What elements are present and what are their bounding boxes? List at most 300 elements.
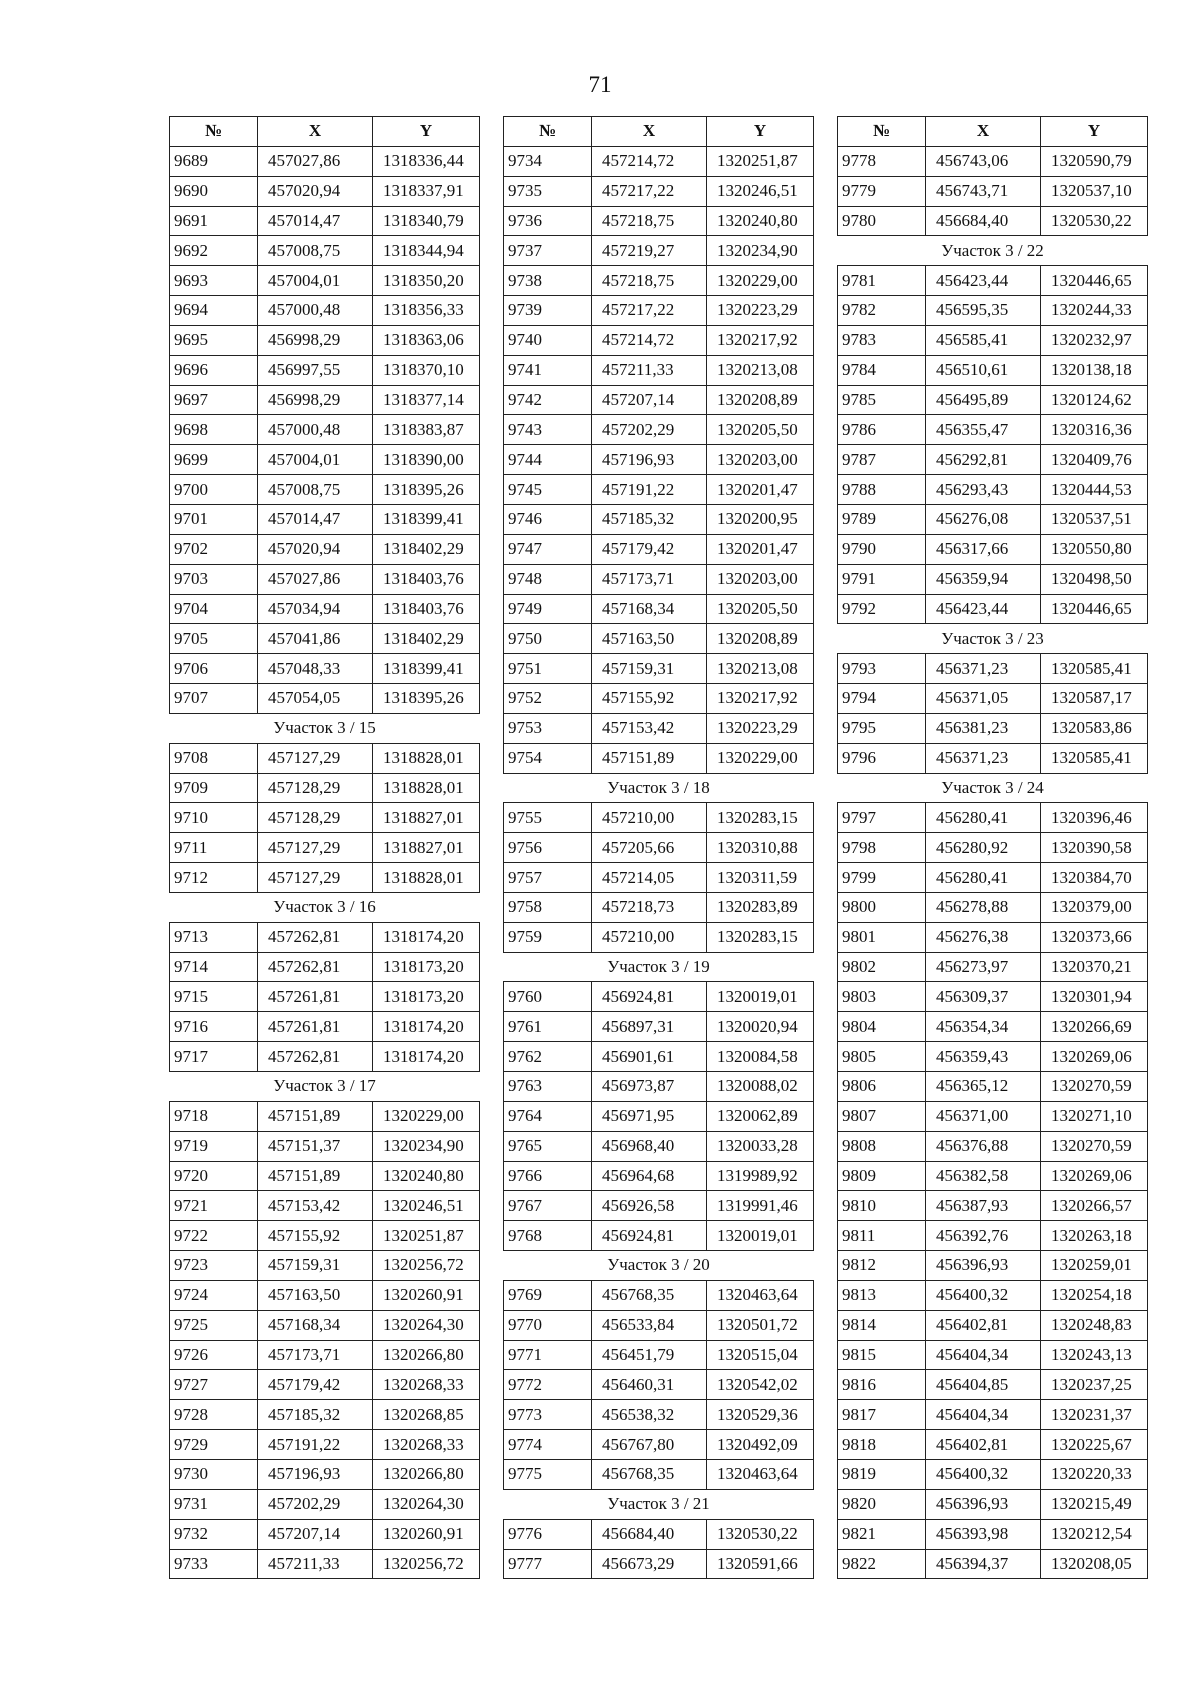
- table-row: [170, 534, 480, 564]
- section-header-row: [504, 1251, 814, 1281]
- y-coordinate: 1320585,41: [1041, 743, 1148, 773]
- y-coordinate: 1320264,30: [373, 1310, 480, 1340]
- y-coordinate: 1320283,89: [707, 892, 814, 922]
- y-coordinate: 1318399,41: [373, 654, 480, 684]
- y-coordinate: 1320501,72: [707, 1310, 814, 1340]
- table-row: [504, 1519, 814, 1549]
- x-coordinate: 457207,14: [258, 1519, 373, 1549]
- y-coordinate: 1320266,80: [373, 1340, 480, 1370]
- table-row: [170, 415, 480, 445]
- section-title: Участок 3 / 17: [170, 1072, 480, 1102]
- table-row: [170, 266, 480, 296]
- table-row: [838, 833, 1148, 863]
- x-coordinate: 456998,29: [258, 325, 373, 355]
- point-number: 9786: [838, 415, 926, 445]
- table-row: [504, 654, 814, 684]
- x-coordinate: 457217,22: [592, 296, 707, 326]
- table-row: [838, 654, 1148, 684]
- point-number: 9793: [838, 654, 926, 684]
- table-row: [838, 1519, 1148, 1549]
- table-row: [170, 1161, 480, 1191]
- x-coordinate: 456309,37: [926, 982, 1041, 1012]
- point-number: 9718: [170, 1101, 258, 1131]
- x-coordinate: 457214,72: [592, 146, 707, 176]
- table-row: [170, 684, 480, 714]
- section-header-row: [504, 952, 814, 982]
- y-coordinate: 1320260,91: [373, 1280, 480, 1310]
- table-row: [838, 1101, 1148, 1131]
- x-coordinate: 457155,92: [592, 684, 707, 714]
- x-coordinate: 457185,32: [258, 1400, 373, 1430]
- table-row: [838, 1131, 1148, 1161]
- y-coordinate: 1320020,94: [707, 1012, 814, 1042]
- point-number: 9770: [504, 1310, 592, 1340]
- point-number: 9748: [504, 564, 592, 594]
- table-header-row: [170, 117, 480, 147]
- point-number: 9778: [838, 146, 926, 176]
- x-coordinate: 456392,76: [926, 1221, 1041, 1251]
- table-row: [838, 1459, 1148, 1489]
- point-number: 9819: [838, 1459, 926, 1489]
- section-title: Участок 3 / 23: [838, 624, 1148, 654]
- y-coordinate: 1320033,28: [707, 1131, 814, 1161]
- page-number: 71: [588, 72, 612, 97]
- y-coordinate: 1320266,80: [373, 1459, 480, 1489]
- table-row: [170, 1340, 480, 1370]
- point-number: 9710: [170, 803, 258, 833]
- y-coordinate: 1320213,08: [707, 654, 814, 684]
- y-coordinate: 1320585,41: [1041, 654, 1148, 684]
- point-number: 9724: [170, 1280, 258, 1310]
- x-coordinate: 456276,08: [926, 504, 1041, 534]
- point-number: 9779: [838, 176, 926, 206]
- y-coordinate: 1318370,10: [373, 355, 480, 385]
- x-coordinate: 457261,81: [258, 982, 373, 1012]
- x-coordinate: 456684,40: [926, 206, 1041, 236]
- point-number: 9730: [170, 1459, 258, 1489]
- y-coordinate: 1318827,01: [373, 833, 480, 863]
- table-row: [504, 1459, 814, 1489]
- y-coordinate: 1318340,79: [373, 206, 480, 236]
- point-number: 9782: [838, 296, 926, 326]
- x-coordinate: 456767,80: [592, 1430, 707, 1460]
- y-coordinate: 1320271,10: [1041, 1101, 1148, 1131]
- point-number: 9746: [504, 504, 592, 534]
- table-row: [504, 1191, 814, 1221]
- y-coordinate: 1320446,65: [1041, 266, 1148, 296]
- point-number: 9809: [838, 1161, 926, 1191]
- x-coordinate: 456901,61: [592, 1042, 707, 1072]
- y-coordinate: 1318173,20: [373, 982, 480, 1012]
- table-row: [170, 1310, 480, 1340]
- point-number: 9734: [504, 146, 592, 176]
- table-row: [504, 1430, 814, 1460]
- x-coordinate: 456387,93: [926, 1191, 1041, 1221]
- y-coordinate: 1318383,87: [373, 415, 480, 445]
- x-coordinate: 456768,35: [592, 1459, 707, 1489]
- point-number: 9789: [838, 504, 926, 534]
- y-coordinate: 1318828,01: [373, 863, 480, 893]
- x-coordinate: 457008,75: [258, 475, 373, 505]
- table-row: [838, 415, 1148, 445]
- point-number: 9696: [170, 355, 258, 385]
- section-header-row: [170, 892, 480, 922]
- y-coordinate: 1318402,29: [373, 534, 480, 564]
- table-row: [504, 415, 814, 445]
- y-coordinate: 1320203,00: [707, 445, 814, 475]
- table-row: [170, 833, 480, 863]
- point-number: 9701: [170, 504, 258, 534]
- y-coordinate: 1320283,15: [707, 803, 814, 833]
- x-coordinate: 457207,14: [592, 385, 707, 415]
- x-coordinate: 456276,38: [926, 922, 1041, 952]
- point-number: 9781: [838, 266, 926, 296]
- x-coordinate: 456998,29: [258, 385, 373, 415]
- x-coordinate: 457128,29: [258, 773, 373, 803]
- table-row: [170, 1280, 480, 1310]
- point-number: 9738: [504, 266, 592, 296]
- table-row: [170, 564, 480, 594]
- section-header-row: [504, 773, 814, 803]
- table-row: [170, 1131, 480, 1161]
- y-coordinate: 1320088,02: [707, 1072, 814, 1102]
- table-row: [504, 206, 814, 236]
- y-coordinate: 1318174,20: [373, 1042, 480, 1072]
- y-coordinate: 1320542,02: [707, 1370, 814, 1400]
- x-coordinate: 456371,23: [926, 743, 1041, 773]
- y-coordinate: 1320217,92: [707, 325, 814, 355]
- x-coordinate: 457185,32: [592, 504, 707, 534]
- table-row: [838, 922, 1148, 952]
- table-row: [170, 922, 480, 952]
- table-row: [170, 296, 480, 326]
- table-row: [170, 176, 480, 206]
- x-coordinate: 457163,50: [258, 1280, 373, 1310]
- point-number: 9711: [170, 833, 258, 863]
- x-coordinate: 456280,41: [926, 863, 1041, 893]
- table-row: [504, 624, 814, 654]
- table-row: [170, 743, 480, 773]
- table-row: [838, 892, 1148, 922]
- y-coordinate: 1320316,36: [1041, 415, 1148, 445]
- x-coordinate: 456404,34: [926, 1400, 1041, 1430]
- point-number: 9761: [504, 1012, 592, 1042]
- point-number: 9775: [504, 1459, 592, 1489]
- y-coordinate: 1318356,33: [373, 296, 480, 326]
- y-coordinate: 1320370,21: [1041, 952, 1148, 982]
- x-coordinate: 457020,94: [258, 534, 373, 564]
- table-row: [170, 952, 480, 982]
- y-coordinate: 1320223,29: [707, 713, 814, 743]
- x-coordinate: 457211,33: [258, 1549, 373, 1579]
- x-coordinate: 457262,81: [258, 952, 373, 982]
- point-number: 9725: [170, 1310, 258, 1340]
- table-row: [170, 325, 480, 355]
- x-coordinate: 456673,29: [592, 1549, 707, 1579]
- x-coordinate: 457202,29: [592, 415, 707, 445]
- x-coordinate: 457151,89: [592, 743, 707, 773]
- y-coordinate: 1320208,89: [707, 385, 814, 415]
- point-number: 9739: [504, 296, 592, 326]
- point-number: 9691: [170, 206, 258, 236]
- x-coordinate: 457153,42: [258, 1191, 373, 1221]
- x-coordinate: 457128,29: [258, 803, 373, 833]
- table-row: [504, 445, 814, 475]
- point-number: 9690: [170, 176, 258, 206]
- table-row: [170, 385, 480, 415]
- x-coordinate: 456404,34: [926, 1340, 1041, 1370]
- point-number: 9722: [170, 1221, 258, 1251]
- section-title: Участок 3 / 16: [170, 892, 480, 922]
- point-number: 9814: [838, 1310, 926, 1340]
- point-number: 9787: [838, 445, 926, 475]
- y-coordinate: 1318403,76: [373, 564, 480, 594]
- point-number: 9736: [504, 206, 592, 236]
- point-number: 9780: [838, 206, 926, 236]
- point-number: 9742: [504, 385, 592, 415]
- point-number: 9805: [838, 1042, 926, 1072]
- y-coordinate: 1320240,80: [707, 206, 814, 236]
- y-coordinate: 1320283,15: [707, 922, 814, 952]
- point-number: 9732: [170, 1519, 258, 1549]
- point-number: 9795: [838, 713, 926, 743]
- y-coordinate: 1320270,59: [1041, 1072, 1148, 1102]
- table-row: [504, 684, 814, 714]
- header-num: №: [838, 117, 926, 147]
- table-row: [504, 982, 814, 1012]
- header-x: X: [926, 117, 1041, 147]
- table-row: [838, 266, 1148, 296]
- y-coordinate: 1320463,64: [707, 1459, 814, 1489]
- point-number: 9762: [504, 1042, 592, 1072]
- x-coordinate: 456371,23: [926, 654, 1041, 684]
- point-number: 9705: [170, 624, 258, 654]
- point-number: 9790: [838, 534, 926, 564]
- point-number: 9760: [504, 982, 592, 1012]
- y-coordinate: 1320492,09: [707, 1430, 814, 1460]
- x-coordinate: 456292,81: [926, 445, 1041, 475]
- x-coordinate: 456317,66: [926, 534, 1041, 564]
- table-row: [838, 176, 1148, 206]
- x-coordinate: 457205,66: [592, 833, 707, 863]
- point-number: 9704: [170, 594, 258, 624]
- x-coordinate: 457168,34: [592, 594, 707, 624]
- y-coordinate: 1320223,29: [707, 296, 814, 326]
- table-row: [170, 803, 480, 833]
- y-coordinate: 1320240,80: [373, 1161, 480, 1191]
- x-coordinate: 457159,31: [592, 654, 707, 684]
- point-number: 9774: [504, 1430, 592, 1460]
- table-row: [504, 1012, 814, 1042]
- table-row: [838, 713, 1148, 743]
- table-row: [504, 1072, 814, 1102]
- y-coordinate: 1320583,86: [1041, 713, 1148, 743]
- table-row: [170, 594, 480, 624]
- y-coordinate: 1320270,59: [1041, 1131, 1148, 1161]
- x-coordinate: 457173,71: [258, 1340, 373, 1370]
- table-row: [838, 1191, 1148, 1221]
- table-row: [838, 534, 1148, 564]
- y-coordinate: 1320234,90: [707, 236, 814, 266]
- table-row: [170, 1221, 480, 1251]
- table-row: [170, 445, 480, 475]
- point-number: 9717: [170, 1042, 258, 1072]
- y-coordinate: 1320246,51: [373, 1191, 480, 1221]
- x-coordinate: 456394,37: [926, 1549, 1041, 1579]
- point-number: 9728: [170, 1400, 258, 1430]
- x-coordinate: 457218,75: [592, 206, 707, 236]
- point-number: 9754: [504, 743, 592, 773]
- point-number: 9697: [170, 385, 258, 415]
- coordinate-table-3: [837, 116, 1148, 1579]
- y-coordinate: 1320234,90: [373, 1131, 480, 1161]
- y-coordinate: 1320260,91: [373, 1519, 480, 1549]
- x-coordinate: 457210,00: [592, 803, 707, 833]
- x-coordinate: 457191,22: [258, 1430, 373, 1460]
- point-number: 9752: [504, 684, 592, 714]
- table-row: [838, 1251, 1148, 1281]
- y-coordinate: 1320019,01: [707, 982, 814, 1012]
- y-coordinate: 1320084,58: [707, 1042, 814, 1072]
- point-number: 9783: [838, 325, 926, 355]
- point-number: 9758: [504, 892, 592, 922]
- x-coordinate: 457218,75: [592, 266, 707, 296]
- x-coordinate: 456533,84: [592, 1310, 707, 1340]
- table-row: [838, 1370, 1148, 1400]
- y-coordinate: 1320225,67: [1041, 1430, 1148, 1460]
- point-number: 9699: [170, 445, 258, 475]
- y-coordinate: 1320208,89: [707, 624, 814, 654]
- x-coordinate: 457217,22: [592, 176, 707, 206]
- x-coordinate: 456280,41: [926, 803, 1041, 833]
- table-row: [170, 1519, 480, 1549]
- x-coordinate: 456926,58: [592, 1191, 707, 1221]
- table-row: [504, 833, 814, 863]
- x-coordinate: 456382,58: [926, 1161, 1041, 1191]
- point-number: 9695: [170, 325, 258, 355]
- table-row: [504, 1131, 814, 1161]
- table-row: [838, 863, 1148, 893]
- section-header-row: [838, 624, 1148, 654]
- x-coordinate: 457000,48: [258, 296, 373, 326]
- x-coordinate: 456924,81: [592, 1221, 707, 1251]
- point-number: 9753: [504, 713, 592, 743]
- y-coordinate: 1320446,65: [1041, 594, 1148, 624]
- table-row: [504, 922, 814, 952]
- x-coordinate: 456968,40: [592, 1131, 707, 1161]
- x-coordinate: 457153,42: [592, 713, 707, 743]
- x-coordinate: 456273,97: [926, 952, 1041, 982]
- x-coordinate: 457127,29: [258, 833, 373, 863]
- point-number: 9798: [838, 833, 926, 863]
- x-coordinate: 457262,81: [258, 1042, 373, 1072]
- point-number: 9727: [170, 1370, 258, 1400]
- y-coordinate: 1320237,25: [1041, 1370, 1148, 1400]
- point-number: 9708: [170, 743, 258, 773]
- x-coordinate: 456538,32: [592, 1400, 707, 1430]
- point-number: 9707: [170, 684, 258, 714]
- x-coordinate: 457014,47: [258, 206, 373, 236]
- point-number: 9740: [504, 325, 592, 355]
- x-coordinate: 456585,41: [926, 325, 1041, 355]
- point-number: 9815: [838, 1340, 926, 1370]
- table-row: [170, 1042, 480, 1072]
- point-number: 9745: [504, 475, 592, 505]
- x-coordinate: 457179,42: [258, 1370, 373, 1400]
- table-row: [838, 1072, 1148, 1102]
- table-row: [504, 534, 814, 564]
- point-number: 9792: [838, 594, 926, 624]
- section-title: Участок 3 / 21: [504, 1489, 814, 1519]
- point-number: 9729: [170, 1430, 258, 1460]
- y-coordinate: 1320463,64: [707, 1280, 814, 1310]
- table-row: [838, 803, 1148, 833]
- point-number: 9800: [838, 892, 926, 922]
- point-number: 9726: [170, 1340, 258, 1370]
- x-coordinate: 456768,35: [592, 1280, 707, 1310]
- section-title: Участок 3 / 19: [504, 952, 814, 982]
- x-coordinate: 456280,92: [926, 833, 1041, 863]
- point-number: 9794: [838, 684, 926, 714]
- point-number: 9744: [504, 445, 592, 475]
- x-coordinate: 456359,94: [926, 564, 1041, 594]
- y-coordinate: 1320268,85: [373, 1400, 480, 1430]
- table-row: [504, 504, 814, 534]
- x-coordinate: 456495,89: [926, 385, 1041, 415]
- table-row: [504, 146, 814, 176]
- table-row: [504, 236, 814, 266]
- x-coordinate: 457214,05: [592, 863, 707, 893]
- point-number: 9806: [838, 1072, 926, 1102]
- x-coordinate: 456393,98: [926, 1519, 1041, 1549]
- point-number: 9712: [170, 863, 258, 893]
- point-number: 9743: [504, 415, 592, 445]
- point-number: 9813: [838, 1280, 926, 1310]
- table-row: [170, 1251, 480, 1281]
- y-coordinate: 1318395,26: [373, 684, 480, 714]
- y-coordinate: 1318827,01: [373, 803, 480, 833]
- y-coordinate: 1320208,05: [1041, 1549, 1148, 1579]
- point-number: 9731: [170, 1489, 258, 1519]
- point-number: 9803: [838, 982, 926, 1012]
- y-coordinate: 1320310,88: [707, 833, 814, 863]
- y-coordinate: 1320268,33: [373, 1370, 480, 1400]
- point-number: 9822: [838, 1549, 926, 1579]
- point-number: 9788: [838, 475, 926, 505]
- point-number: 9816: [838, 1370, 926, 1400]
- y-coordinate: 1320498,50: [1041, 564, 1148, 594]
- y-coordinate: 1320530,22: [707, 1519, 814, 1549]
- y-coordinate: 1320396,46: [1041, 803, 1148, 833]
- y-coordinate: 1320537,51: [1041, 504, 1148, 534]
- x-coordinate: 457214,72: [592, 325, 707, 355]
- table-row: [504, 564, 814, 594]
- y-coordinate: 1320384,70: [1041, 863, 1148, 893]
- point-number: 9804: [838, 1012, 926, 1042]
- y-coordinate: 1320301,94: [1041, 982, 1148, 1012]
- table-row: [504, 1101, 814, 1131]
- y-coordinate: 1320591,66: [707, 1549, 814, 1579]
- y-coordinate: 1320256,72: [373, 1549, 480, 1579]
- point-number: 9777: [504, 1549, 592, 1579]
- x-coordinate: 457202,29: [258, 1489, 373, 1519]
- header-x: X: [258, 117, 373, 147]
- point-number: 9811: [838, 1221, 926, 1251]
- table-row: [170, 1370, 480, 1400]
- y-coordinate: 1320537,10: [1041, 176, 1148, 206]
- point-number: 9694: [170, 296, 258, 326]
- header-y: Y: [707, 117, 814, 147]
